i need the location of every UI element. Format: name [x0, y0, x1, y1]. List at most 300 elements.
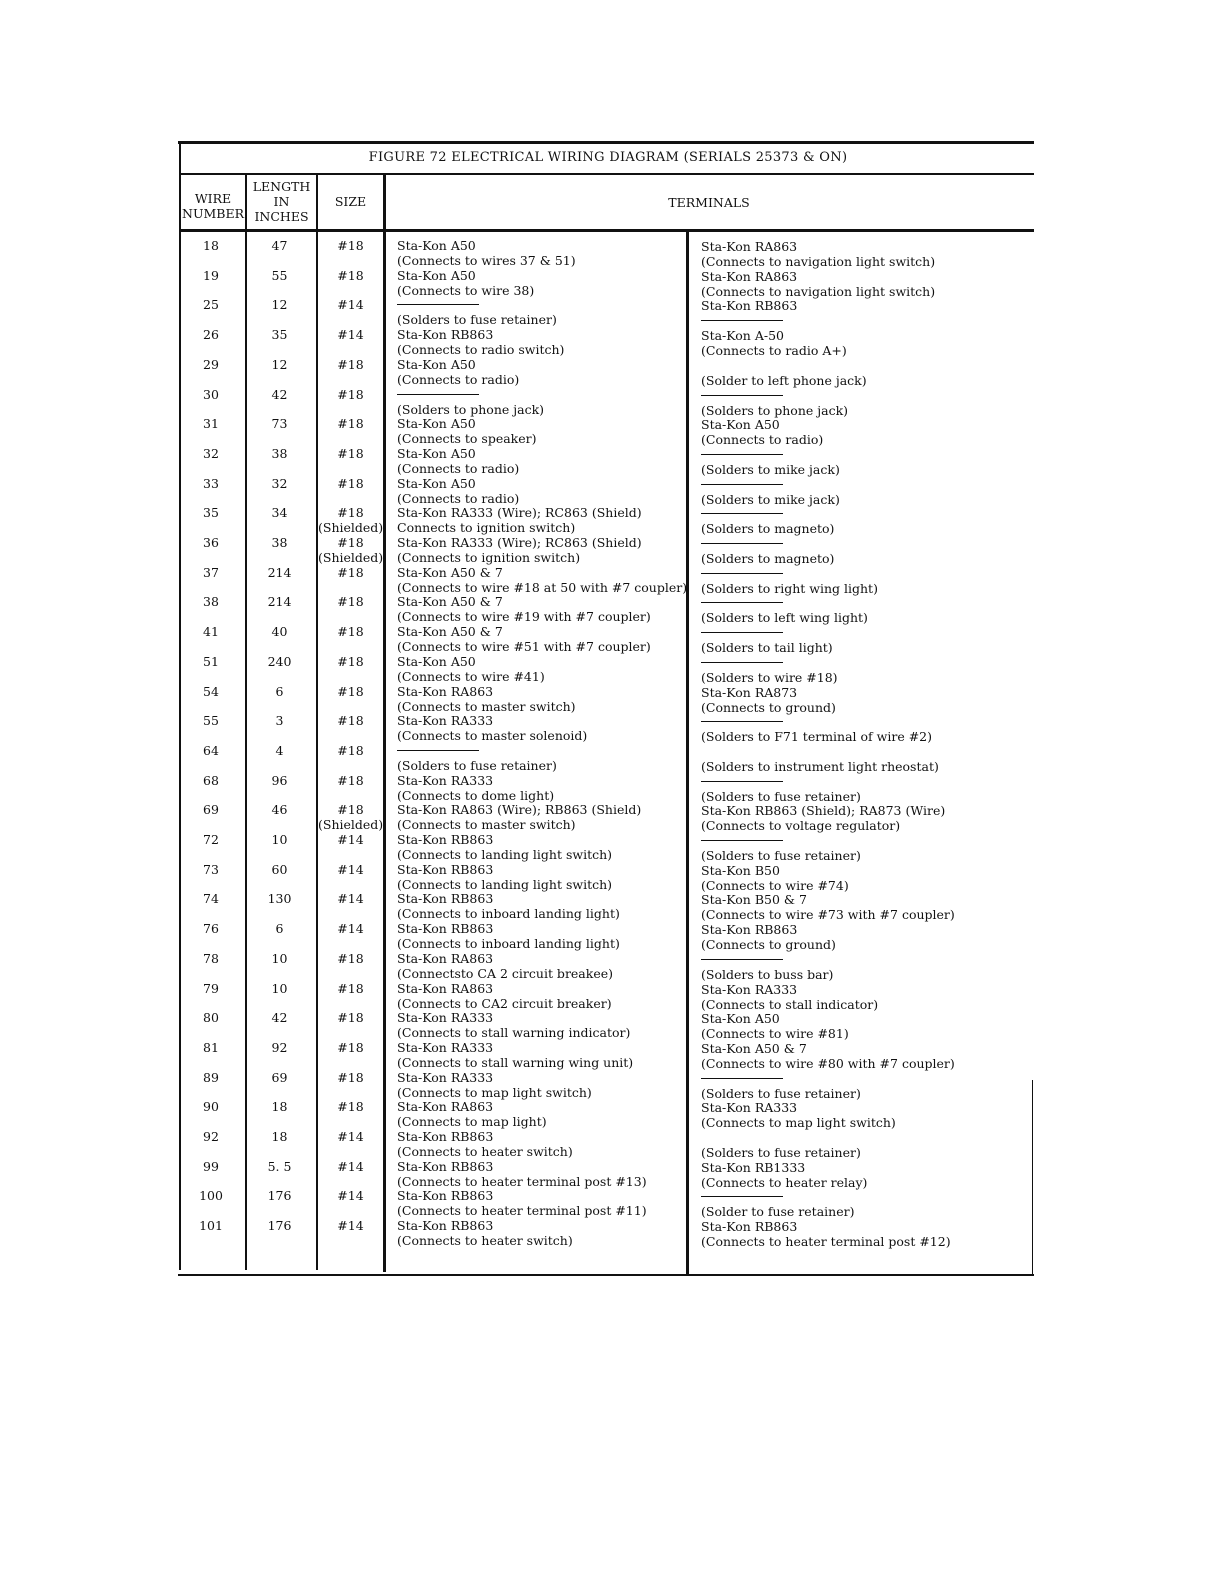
length-cell: 176 — [267, 1218, 292, 1233]
terminal-left-cell — [397, 535, 682, 565]
blank-terminal-rule — [701, 602, 783, 604]
terminal-right-line: (Connects to ground) — [701, 937, 836, 952]
terminal-right-cell — [701, 982, 1027, 1012]
size-line: #18 — [337, 773, 364, 788]
terminal-left-line — [397, 387, 682, 402]
size-cell — [318, 357, 383, 372]
terminal-right-cell — [701, 269, 1027, 299]
length-cell: 40 — [271, 624, 288, 639]
terminal-left-line: Sta-Kon A50 — [397, 238, 476, 253]
size-line: #18 — [337, 535, 364, 550]
terminal-right-line: Sta-Kon RA333 — [701, 1100, 798, 1115]
terminal-right-line — [701, 1130, 1027, 1145]
size-cell — [318, 327, 383, 342]
terminal-left-line: Sta-Kon A50 & 7 — [397, 594, 503, 609]
terminal-right-cell — [701, 1071, 1027, 1101]
terminal-left-line: (Connects to inboard landing light) — [397, 906, 620, 921]
wire-number-cell: 100 — [199, 1188, 223, 1203]
terminal-left-line: (Connects to dome light) — [397, 788, 555, 803]
terminal-right-cell — [701, 1219, 1027, 1249]
terminal-right-line: Sta-Kon RB863 — [701, 922, 798, 937]
wire-number-cell: 81 — [203, 1040, 219, 1055]
wire-number-cell: 30 — [203, 387, 219, 402]
size-cell — [318, 1070, 383, 1085]
wire-number-cell: 51 — [203, 654, 219, 669]
wire-number-cell: 92 — [203, 1129, 219, 1144]
blank-terminal-rule — [397, 394, 479, 396]
wire-number-cell: 74 — [203, 891, 219, 906]
terminal-right-line: (Solders to fuse retainer) — [701, 848, 861, 863]
length-cell: 3 — [275, 713, 284, 728]
terminal-left-cell — [397, 832, 682, 862]
terminal-right-cell — [701, 447, 1027, 477]
terminal-right-line: (Connects to stall indicator) — [701, 997, 879, 1012]
blank-terminal-rule — [397, 304, 479, 306]
size-cell — [318, 505, 383, 535]
terminal-right-cell — [701, 1041, 1027, 1071]
terminal-left-cell — [397, 684, 682, 714]
terminal-right-line: (Solders to fuse retainer) — [701, 1086, 861, 1101]
wire-number-cell: 26 — [203, 327, 219, 342]
terminal-right-line: (Solders to F71 terminal of wire #2) — [701, 729, 932, 744]
terminal-left-line: (Connects to heater switch) — [397, 1233, 573, 1248]
wire-number-cell: 72 — [203, 832, 219, 847]
size-cell — [318, 535, 383, 565]
terminal-left-cell — [397, 1070, 682, 1100]
terminal-right-line: (Connects to heater terminal post #12) — [701, 1234, 951, 1249]
length-cell: 240 — [267, 654, 292, 669]
size-cell — [318, 565, 383, 580]
terminal-right-line — [701, 1071, 1027, 1086]
terminal-left-cell — [397, 238, 682, 268]
size-line: #18 — [337, 802, 364, 817]
terminal-left-line: (Connects to wire #19 with #7 coupler) — [397, 609, 651, 624]
length-cell: 214 — [267, 594, 292, 609]
terminal-right-cell — [701, 1011, 1027, 1041]
terminal-left-line: Sta-Kon A50 — [397, 416, 476, 431]
terminal-right-line — [701, 358, 1027, 373]
wire-number-cell: 33 — [203, 476, 219, 491]
terminal-left-line: Sta-Kon RB863 — [397, 891, 494, 906]
length-cell: 42 — [271, 387, 288, 402]
terminal-left-line: (Connects to wire #51 with #7 coupler) — [397, 639, 651, 654]
blank-terminal-rule — [701, 543, 783, 545]
blank-terminal-rule — [701, 454, 783, 456]
terminal-right-line — [701, 952, 1027, 967]
terminal-right-line — [701, 506, 1027, 521]
wire-number-cell: 78 — [203, 951, 219, 966]
terminal-left-line: Sta-Kon RA333 — [397, 713, 494, 728]
terminal-left-line: Sta-Kon RA333 — [397, 1070, 494, 1085]
size-cell — [318, 297, 383, 312]
terminal-right-cell — [701, 1130, 1027, 1160]
size-line: #18 — [337, 981, 364, 996]
wire-number-cell: 37 — [203, 565, 219, 580]
terminal-left-line — [397, 297, 682, 312]
terminal-left-line: (Solders to phone jack) — [397, 402, 545, 417]
terminal-left-line: (Connects to map light switch) — [397, 1085, 592, 1100]
terminal-right-cell — [701, 1189, 1027, 1219]
terminal-left-line: Sta-Kon A50 — [397, 654, 476, 669]
wire-number-cell: 79 — [203, 981, 219, 996]
size-cell — [318, 1040, 383, 1055]
size-cell — [318, 773, 383, 788]
terminal-left-line: Sta-Kon RB863 — [397, 832, 494, 847]
length-cell: 32 — [271, 476, 288, 491]
terminal-right-line: (Solders to right wing light) — [701, 581, 878, 596]
wire-number-cell: 32 — [203, 446, 219, 461]
size-line: #18 — [337, 446, 364, 461]
size-cell — [318, 951, 383, 966]
wire-number-cell: 73 — [203, 862, 219, 877]
length-cell: 130 — [267, 891, 292, 906]
terminal-right-line: (Solders to mike jack) — [701, 462, 840, 477]
terminal-left-line: (Connectsto CA 2 circuit breakee) — [397, 966, 614, 981]
terminal-right-line: (Solders to tail light) — [701, 640, 833, 655]
size-line: #14 — [337, 891, 364, 906]
terminal-left-line: Sta-Kon RB863 — [397, 1159, 494, 1174]
wire-number-cell: 18 — [203, 238, 219, 253]
header-terminals: TERMINALS — [668, 195, 750, 210]
size-cell — [318, 654, 383, 669]
terminal-left-line: (Connects to radio) — [397, 461, 520, 476]
length-cell: 73 — [271, 416, 288, 431]
terminal-right-line: (Solders to fuse retainer) — [701, 789, 861, 804]
terminal-right-line: Sta-Kon A50 — [701, 417, 780, 432]
size-cell — [318, 684, 383, 699]
size-cell — [318, 1159, 383, 1174]
terminal-left-cell — [397, 446, 682, 476]
terminal-right-line — [701, 833, 1027, 848]
terminal-left-line: (Connects to wire #41) — [397, 669, 545, 684]
size-line: #18 — [337, 654, 364, 669]
length-cell: 12 — [271, 357, 288, 372]
wire-number-cell: 64 — [203, 743, 219, 758]
wire-number-cell: 54 — [203, 684, 219, 699]
terminal-right-line: Sta-Kon RA333 — [701, 982, 798, 997]
terminal-right-line: (Solders to mike jack) — [701, 492, 840, 507]
wire-number-cell: 31 — [203, 416, 219, 431]
terminal-right-cell — [701, 1100, 1027, 1130]
terminal-left-cell — [397, 654, 682, 684]
wire-number-cell: 55 — [203, 713, 219, 728]
length-cell: 96 — [271, 773, 288, 788]
terminal-left-line: Sta-Kon RB863 — [397, 1188, 494, 1203]
terminal-left-line: Sta-Kon A50 — [397, 476, 476, 491]
blank-terminal-rule — [701, 721, 783, 723]
length-cell: 18 — [271, 1099, 288, 1114]
wire-number-cell: 76 — [203, 921, 219, 936]
terminal-left-line: Sta-Kon A50 — [397, 446, 476, 461]
terminal-left-cell — [397, 713, 682, 743]
terminal-left-line: Connects to ignition switch) — [397, 520, 576, 535]
terminal-left-line: Sta-Kon RB863 — [397, 327, 494, 342]
header-wire-number: WIRE NUMBER — [182, 191, 244, 221]
terminal-right-cell — [701, 595, 1027, 625]
terminal-left-line: (Connects to landing light switch) — [397, 847, 613, 862]
terminal-right-line — [701, 536, 1027, 551]
terminal-right-line: Sta-Kon RB863 (Shield); RA873 (Wire) — [701, 803, 946, 818]
terminal-right-cell — [701, 863, 1027, 893]
terminal-right-line: Sta-Kon RB863 — [701, 1219, 798, 1234]
terminal-right-line: (Solders to magneto) — [701, 551, 835, 566]
terminal-left-line: (Solders to fuse retainer) — [397, 312, 557, 327]
terminal-left-cell — [397, 773, 682, 803]
wire-number-cell: 80 — [203, 1010, 219, 1025]
terminal-right-line: (Connects to ground) — [701, 700, 836, 715]
terminal-right-line: (Solders to left wing light) — [701, 610, 868, 625]
terminal-left-line: Sta-Kon RB863 — [397, 862, 494, 877]
blank-terminal-rule — [701, 1196, 783, 1198]
size-line: #18 — [337, 1010, 364, 1025]
terminal-right-line: Sta-Kon RA863 — [701, 239, 798, 254]
wire-number-cell: 25 — [203, 297, 219, 312]
terminal-right-line — [701, 313, 1027, 328]
terminal-right-line: Sta-Kon RA863 — [701, 269, 798, 284]
terminal-right-cell — [701, 328, 1027, 358]
terminal-left-cell — [397, 743, 682, 773]
terminal-right-line: Sta-Kon RB863 — [701, 298, 798, 313]
terminal-right-line: Sta-Kon A50 — [701, 1011, 780, 1026]
terminal-right-cell — [701, 358, 1027, 388]
terminal-right-line: Sta-Kon A-50 — [701, 328, 784, 343]
size-line: #18 — [337, 476, 364, 491]
terminal-right-line: (Connects to voltage regulator) — [701, 818, 901, 833]
size-line: #18 — [337, 1070, 364, 1085]
length-cell: 47 — [271, 238, 288, 253]
size-cell — [318, 802, 383, 832]
terminal-right-cell — [701, 774, 1027, 804]
terminal-left-cell — [397, 1099, 682, 1129]
terminal-left-cell — [397, 1218, 682, 1248]
terminal-left-cell — [397, 1040, 682, 1070]
terminal-left-line: (Connects to landing light switch) — [397, 877, 613, 892]
wire-number-cell: 101 — [199, 1218, 223, 1233]
size-cell — [318, 387, 383, 402]
terminal-right-line — [701, 714, 1027, 729]
table-title: FIGURE 72 ELECTRICAL WIRING DIAGRAM (SERIALS 25373 & ON) — [368, 150, 848, 165]
terminal-right-line: (Connects to wire #73 with #7 coupler) — [701, 907, 955, 922]
blank-terminal-rule — [701, 320, 783, 322]
length-cell: 46 — [271, 802, 288, 817]
size-line: #14 — [337, 1159, 364, 1174]
size-line: #14 — [337, 297, 364, 312]
wire-number-cell: 29 — [203, 357, 219, 372]
terminal-right-line: Sta-Kon A50 & 7 — [701, 1041, 807, 1056]
terminal-right-cell — [701, 803, 1027, 833]
terminal-right-cell — [701, 685, 1027, 715]
length-cell: 38 — [271, 446, 288, 461]
terminal-right-line — [701, 388, 1027, 403]
size-line: #18 — [337, 416, 364, 431]
size-cell — [318, 416, 383, 431]
terminal-left-line: (Connects to CA2 circuit breaker) — [397, 996, 612, 1011]
terminal-left-line: Sta-Kon RB863 — [397, 1218, 494, 1233]
terminal-right-line: (Connects to heater relay) — [701, 1175, 868, 1190]
terminal-left-line: (Connects to stall warning indicator) — [397, 1025, 631, 1040]
terminal-left-line: (Connects to wire #18 at 50 with #7 coupler) — [397, 580, 688, 595]
terminal-left-cell — [397, 862, 682, 892]
blank-terminal-rule — [701, 395, 783, 397]
terminal-left-cell — [397, 1010, 682, 1040]
terminal-left-line: Sta-Kon RA863 — [397, 1099, 494, 1114]
size-cell — [318, 238, 383, 253]
terminal-right-line — [701, 625, 1027, 640]
terminal-right-line: (Connects to wire #74) — [701, 878, 849, 893]
terminal-right-line: Sta-Kon RB1333 — [701, 1160, 806, 1175]
terminal-left-line: Sta-Kon RA333 — [397, 773, 494, 788]
terminal-left-cell — [397, 565, 688, 595]
terminal-right-line: Sta-Kon B50 — [701, 863, 780, 878]
size-line: #14 — [337, 832, 364, 847]
wire-number-cell: 69 — [203, 802, 219, 817]
terminal-left-line: (Connects to map light) — [397, 1114, 547, 1129]
size-line: #18 — [337, 1099, 364, 1114]
terminal-left-line: Sta-Kon RA863 — [397, 981, 494, 996]
wire-number-cell: 38 — [203, 594, 219, 609]
terminal-left-cell — [397, 1159, 682, 1189]
terminal-left-cell — [397, 357, 682, 387]
terminal-right-line: (Connects to navigation light switch) — [701, 254, 936, 269]
terminal-left-line: Sta-Kon RA333 (Wire); RC863 (Shield) — [397, 505, 642, 520]
terminal-right-line — [701, 744, 1027, 759]
header-size: SIZE — [334, 194, 367, 209]
blank-terminal-rule — [701, 484, 783, 486]
terminal-left-cell — [397, 416, 682, 446]
terminal-right-line: (Solders to magneto) — [701, 521, 835, 536]
blank-terminal-rule — [701, 781, 783, 783]
terminal-left-cell — [397, 624, 682, 654]
terminal-left-cell — [397, 297, 682, 327]
length-cell: 92 — [271, 1040, 288, 1055]
size-cell — [318, 594, 383, 609]
terminal-left-line: Sta-Kon RB863 — [397, 1129, 494, 1144]
terminal-right-cell — [701, 239, 1027, 269]
terminal-left-line: (Connects to master switch) — [397, 699, 576, 714]
terminal-left-line: (Connects to wires 37 & 51) — [397, 253, 576, 268]
terminal-left-cell — [397, 802, 682, 832]
terminal-right-cell — [701, 714, 1027, 744]
terminal-left-cell — [397, 268, 682, 298]
size-cell — [318, 891, 383, 906]
wire-number-cell: 99 — [203, 1159, 219, 1174]
terminal-left-line: Sta-Kon RA863 — [397, 684, 494, 699]
terminal-right-line: Sta-Kon RA873 — [701, 685, 798, 700]
terminal-right-cell — [701, 1160, 1027, 1190]
terminal-right-cell — [701, 625, 1027, 655]
terminal-right-cell — [701, 477, 1027, 507]
terminal-right-cell — [701, 892, 1027, 922]
terminal-left-line: Sta-Kon RA863 — [397, 951, 494, 966]
size-line: #18 — [337, 387, 364, 402]
size-line: #14 — [337, 1188, 364, 1203]
size-line: #14 — [337, 1129, 364, 1144]
size-line: #18 — [337, 357, 364, 372]
terminal-left-line: (Connects to heater terminal post #13) — [397, 1174, 647, 1189]
size-line: (Shielded) — [318, 550, 384, 565]
terminal-left-line: Sta-Kon A50 — [397, 268, 476, 283]
length-cell: 60 — [271, 862, 288, 877]
size-line: (Shielded) — [318, 817, 384, 832]
terminal-left-line: (Connects to inboard landing light) — [397, 936, 620, 951]
terminal-left-cell — [397, 594, 682, 624]
terminal-left-cell — [397, 327, 682, 357]
wire-number-cell: 35 — [203, 505, 219, 520]
length-cell: 10 — [271, 981, 288, 996]
size-line: #18 — [337, 565, 364, 580]
terminal-left-line: Sta-Kon A50 & 7 — [397, 624, 503, 639]
terminal-right-cell — [701, 298, 1027, 328]
blank-terminal-rule — [397, 750, 479, 752]
terminal-left-cell — [397, 476, 682, 506]
size-line: #18 — [337, 268, 364, 283]
terminal-right-cell — [701, 388, 1027, 418]
terminal-left-cell — [397, 921, 682, 951]
terminal-left-cell — [397, 951, 682, 981]
size-cell — [318, 862, 383, 877]
terminal-left-line: (Connects to master solenoid) — [397, 728, 588, 743]
terminal-right-line: (Connects to map light switch) — [701, 1115, 896, 1130]
terminal-right-line: (Connects to radio A+) — [701, 343, 847, 358]
terminal-left-line: Sta-Kon RA333 (Wire); RC863 (Shield) — [397, 535, 642, 550]
terminal-right-cell — [701, 417, 1027, 447]
size-cell — [318, 1218, 383, 1233]
terminal-right-line — [701, 1189, 1027, 1204]
size-line: #18 — [337, 743, 364, 758]
size-cell — [318, 713, 383, 728]
blank-terminal-rule — [701, 959, 783, 961]
terminal-right-line: (Solders to buss bar) — [701, 967, 834, 982]
length-cell: 176 — [267, 1188, 292, 1203]
terminal-left-line: (Connects to stall warning wing unit) — [397, 1055, 634, 1070]
terminal-right-cell — [701, 952, 1027, 982]
blank-terminal-rule — [701, 840, 783, 842]
terminal-left-line: (Connects to ignition switch) — [397, 550, 581, 565]
terminal-left-line: (Connects to radio switch) — [397, 342, 565, 357]
terminal-left-line: (Solders to fuse retainer) — [397, 758, 557, 773]
blank-terminal-rule — [701, 632, 783, 634]
length-cell: 34 — [271, 505, 288, 520]
terminal-right-line — [701, 595, 1027, 610]
terminal-left-line: (Connects to speaker) — [397, 431, 537, 446]
wire-number-cell: 19 — [203, 268, 219, 283]
size-line: #14 — [337, 1218, 364, 1233]
blank-terminal-rule — [701, 573, 783, 575]
size-cell — [318, 476, 383, 491]
wire-number-cell: 89 — [203, 1070, 219, 1085]
length-cell: 55 — [271, 268, 288, 283]
terminal-right-line: Sta-Kon B50 & 7 — [701, 892, 807, 907]
length-cell: 6 — [275, 921, 284, 936]
blank-terminal-rule — [701, 1078, 783, 1080]
wire-number-cell: 41 — [203, 624, 219, 639]
size-cell — [318, 921, 383, 936]
size-line: #18 — [337, 238, 364, 253]
terminal-right-line: (Solders to fuse retainer) — [701, 1145, 861, 1160]
terminal-right-cell — [701, 833, 1027, 863]
size-line: #18 — [337, 624, 364, 639]
terminal-right-line: (Connects to wire #81) — [701, 1026, 849, 1041]
size-cell — [318, 981, 383, 996]
size-line: (Shielded) — [318, 520, 384, 535]
terminal-left-line: Sta-Kon RA333 — [397, 1010, 494, 1025]
size-line: #14 — [337, 327, 364, 342]
terminal-right-cell — [701, 566, 1027, 596]
length-cell: 10 — [271, 832, 288, 847]
terminal-right-line: (Solders to instrument light rheostat) — [701, 759, 939, 774]
size-line: #18 — [337, 684, 364, 699]
length-cell: 214 — [267, 565, 292, 580]
